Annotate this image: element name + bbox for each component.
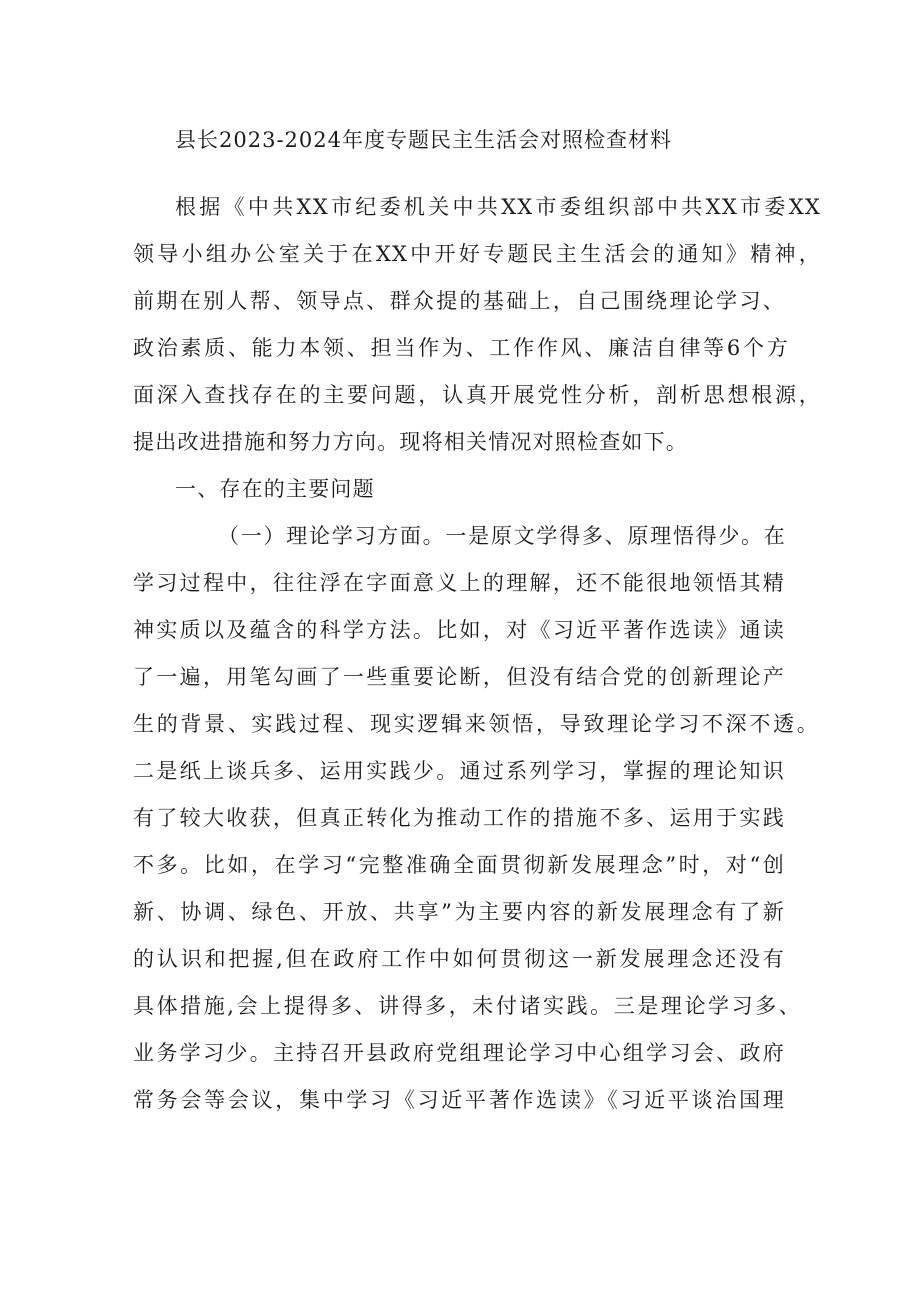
body-line: 生的背景、实践过程、现实逻辑来领悟，导致理论学习不深不透。 xyxy=(133,712,819,736)
body-line: 常务会等会议，集中学习《习近平著作选读》《习近平谈治国理 xyxy=(133,1088,785,1112)
intro-line: 提出改进措施和努力方向。现将相关情况对照检查如下。 xyxy=(133,430,688,454)
intro-line: 面深入查找存在的主要问题，认真开展党性分析，剖析思想根源， xyxy=(133,383,821,407)
body-line: 有了较大收获，但真正转化为推动工作的措施不多、运用于实践 xyxy=(133,806,785,830)
body-line: 学习过程中，往往浮在字面意义上的理解，还不能很地领悟其精 xyxy=(133,571,785,595)
body-line: 不多。比如，在学习“完整准确全面贯彻新发展理念”时，对“创 xyxy=(133,853,785,877)
intro-line: 前期在别人帮、领导点、群众提的基础上，自己围绕理论学习、 xyxy=(133,289,785,313)
body-line: 新、协调、绿色、开放、共享”为主要内容的新发展理念有了新 xyxy=(133,900,785,924)
document-title: 县长2023-2024年度专题民主生活会对照检查材料 xyxy=(175,128,672,152)
intro-line: 政治素质、能力本领、担当作为、工作作风、廉洁自律等6个方 xyxy=(133,336,789,360)
intro-line: 领导小组办公室关于在XX中开好专题民主生活会的通知》精神， xyxy=(133,242,821,266)
intro-line: 根据《中共XX市纪委机关中共XX市委组织部中共XX市委XX xyxy=(175,195,821,219)
body-line: （一）理论学习方面。一是原文学得多、原理悟得少。在 xyxy=(218,524,786,548)
body-line: 业务学习少。主持召开县政府党组理论学习中心组学习会、政府 xyxy=(133,1041,785,1065)
body-line: 神实质以及蕴含的科学方法。比如，对《习近平著作选读》通读 xyxy=(133,618,785,642)
body-line: 的认识和把握,但在政府工作中如何贯彻这一新发展理念还没有 xyxy=(133,947,785,971)
section-heading: 一、存在的主要问题 xyxy=(175,477,375,501)
body-line: 了一遍，用笔勾画了一些重要论断，但没有结合党的创新理论产 xyxy=(133,665,785,689)
body-line: 二是纸上谈兵多、运用实践少。通过系列学习，掌握的理论知识 xyxy=(133,759,785,783)
body-line: 具体措施,会上提得多、讲得多，未付诸实践。三是理论学习多、 xyxy=(133,994,801,1018)
